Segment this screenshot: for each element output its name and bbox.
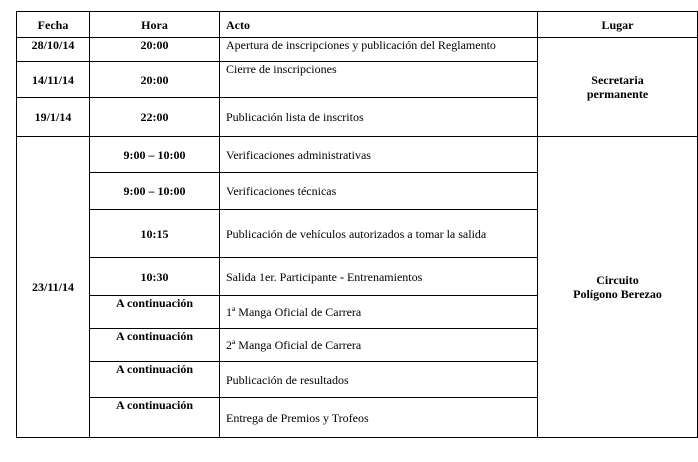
table-row xyxy=(17,137,698,173)
fecha-cell: 19/1/14 xyxy=(17,98,90,137)
header-fecha: Fecha xyxy=(17,12,90,38)
lugar-line: Polígono Berezao xyxy=(573,287,662,301)
acto-separator: - xyxy=(336,269,347,284)
acto-cell: Apertura de inscripciones y publicación del Reglamento xyxy=(220,38,538,62)
header-hora: Hora xyxy=(90,12,220,38)
hora-cell: A continuación xyxy=(90,398,220,438)
hora-cell: 9:00 – 10:00 xyxy=(90,137,220,173)
hora-cell: 22:00 xyxy=(90,98,220,137)
hora-cell: 10:15 xyxy=(90,210,220,258)
lugar-cell-secretaria xyxy=(538,38,698,137)
header-acto: Acto xyxy=(220,12,538,38)
table-row xyxy=(17,38,698,62)
hora-cell: 9:00 – 10:00 xyxy=(90,173,220,210)
acto-cell: Verificaciones administrativas xyxy=(220,137,538,173)
schedule-table xyxy=(16,11,698,438)
acto-cell: Publicación lista de inscritos xyxy=(220,98,538,137)
hora-cell: 20:00 xyxy=(90,62,220,98)
acto-cell: 2ª Manga Oficial de Carrera xyxy=(220,329,538,362)
hora-cell: A continuación xyxy=(90,296,220,329)
acto-cell: Cierre de inscripciones xyxy=(220,62,538,98)
lugar-cell-circuito xyxy=(538,137,698,438)
acto-cell xyxy=(220,258,538,296)
acto-text: Entrenamientos xyxy=(346,269,423,284)
acto-cell: Publicación de resultados xyxy=(220,362,538,398)
fecha-cell: 23/11/14 xyxy=(17,137,90,438)
lugar-line: Secretaria xyxy=(591,73,644,87)
lugar-line: permanente xyxy=(586,87,649,101)
lugar-line: Circuito xyxy=(596,273,639,287)
fecha-cell: 28/10/14 xyxy=(17,38,90,62)
acto-cell: Verificaciones técnicas xyxy=(220,173,538,210)
hora-cell: A continuación xyxy=(90,362,220,398)
acto-cell: Entrega de Premios y Trofeos xyxy=(220,398,538,438)
fecha-cell: 14/11/14 xyxy=(17,62,90,98)
acto-cell: Publicación de vehículos autorizados a tomar la salida xyxy=(220,210,538,258)
hora-cell: 10:30 xyxy=(90,258,220,296)
hora-cell: 20:00 xyxy=(90,38,220,62)
acto-text: Salida 1er. Participante xyxy=(226,269,337,284)
acto-cell: 1ª Manga Oficial de Carrera xyxy=(220,296,538,329)
header-lugar: Lugar xyxy=(538,12,698,38)
header-row xyxy=(17,12,698,38)
hora-cell: A continuación xyxy=(90,329,220,362)
